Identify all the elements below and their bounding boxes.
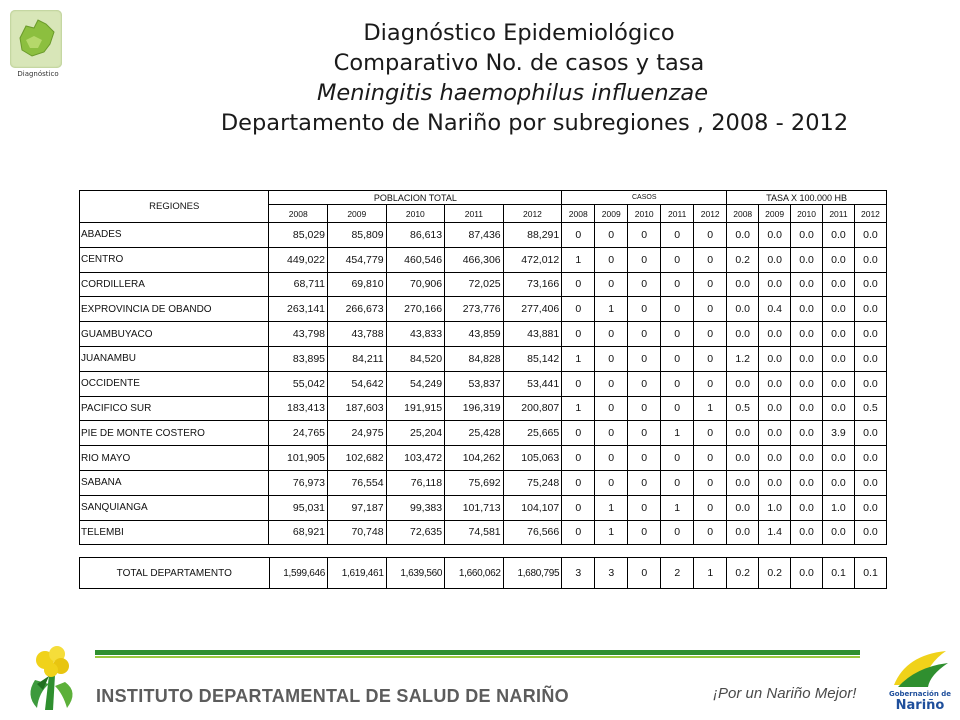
- region-name-cell: TOTAL DEPARTAMENTO: [80, 558, 270, 589]
- cases-cell: 0: [562, 272, 595, 297]
- population-cell: 43,881: [503, 322, 562, 347]
- population-cell: 95,031: [269, 495, 328, 520]
- rate-cell: 0.0: [791, 495, 823, 520]
- cases-cell: 0: [661, 446, 694, 471]
- population-cell: 53,441: [503, 371, 562, 396]
- population-cell: 73,166: [503, 272, 562, 297]
- cases-cell: 0: [661, 272, 694, 297]
- population-cell: 472,012: [503, 247, 562, 272]
- population-cell: 72,635: [386, 520, 445, 545]
- cases-cell: 0: [628, 558, 661, 589]
- organization-name: INSTITUTO DEPARTAMENTAL DE SALUD DE NARIÑO: [96, 686, 569, 706]
- cases-cell: 0: [562, 421, 595, 446]
- cases-cell: 0: [628, 396, 661, 421]
- cases-cell: 3: [562, 558, 595, 589]
- cases-cell: 1: [661, 495, 694, 520]
- rate-cell: 0.0: [791, 421, 823, 446]
- cases-cell: 3: [595, 558, 628, 589]
- rate-cell: 0.0: [823, 223, 855, 248]
- population-cell: 25,428: [445, 421, 504, 446]
- regions-header: REGIONES: [80, 191, 269, 223]
- cases-cell: 0: [562, 520, 595, 545]
- rate-cell: 0.0: [791, 558, 823, 589]
- region-name-cell: RIO MAYO: [80, 446, 269, 471]
- cases-cell: 0: [562, 371, 595, 396]
- rate-cell: 0.0: [823, 346, 855, 371]
- cases-cell: 0: [694, 421, 727, 446]
- table-row: [80, 297, 887, 322]
- cases-cell: 0: [628, 470, 661, 495]
- title-line-4: Departamento de Nariño por subregiones , 2008 - 2012: [220, 110, 849, 136]
- rate-cell: 0.0: [727, 371, 759, 396]
- population-cell: 97,187: [328, 495, 387, 520]
- cases-cell: 1: [595, 495, 628, 520]
- population-cell: 24,765: [269, 421, 328, 446]
- population-cell: 105,063: [503, 446, 562, 471]
- rate-cell: 0.0: [727, 297, 759, 322]
- cases-cell: 1: [661, 421, 694, 446]
- cases-year-header: 2010: [628, 205, 661, 223]
- cases-cell: 0: [562, 322, 595, 347]
- cases-cell: 2: [661, 558, 694, 589]
- region-name-cell: SABANA: [80, 470, 269, 495]
- population-cell: 76,554: [328, 470, 387, 495]
- population-cell: 270,166: [386, 297, 445, 322]
- population-cell: 24,975: [328, 421, 387, 446]
- rate-cell: 1.2: [727, 346, 759, 371]
- population-cell: 88,291: [503, 223, 562, 248]
- rate-year-header: 2008: [727, 205, 759, 223]
- flower-emblem-icon: [15, 640, 90, 715]
- cases-cell: 0: [694, 371, 727, 396]
- table-row: [80, 272, 887, 297]
- cases-cell: 0: [694, 272, 727, 297]
- rate-cell: 0.1: [823, 558, 855, 589]
- cases-cell: 0: [562, 297, 595, 322]
- population-cell: 1,660,062: [445, 558, 504, 589]
- table-body: [80, 223, 887, 545]
- cases-cell: 1: [562, 346, 595, 371]
- population-cell: 76,973: [269, 470, 328, 495]
- rate-cell: 0.5: [727, 396, 759, 421]
- population-cell: 54,249: [386, 371, 445, 396]
- table-row: [80, 396, 887, 421]
- rate-cell: 1.4: [759, 520, 791, 545]
- population-cell: 99,383: [386, 495, 445, 520]
- rate-cell: 0.0: [854, 446, 886, 471]
- region-name-cell: JUANAMBU: [80, 346, 269, 371]
- population-cell: 72,025: [445, 272, 504, 297]
- cases-cell: 0: [628, 520, 661, 545]
- rate-year-header: 2009: [759, 205, 791, 223]
- cases-cell: 0: [694, 322, 727, 347]
- population-cell: 84,828: [445, 346, 504, 371]
- population-cell: 85,142: [503, 346, 562, 371]
- rate-cell: 0.4: [759, 297, 791, 322]
- slogan: ¡Por un Nariño Mejor!: [713, 685, 857, 702]
- rate-cell: 0.5: [854, 396, 886, 421]
- rate-cell: 0.0: [727, 470, 759, 495]
- population-cell: 1,680,795: [503, 558, 562, 589]
- cases-cell: 0: [661, 371, 694, 396]
- footer-divider-light: [95, 656, 860, 658]
- population-cell: 266,673: [328, 297, 387, 322]
- cases-year-header: 2011: [661, 205, 694, 223]
- population-cell: 101,713: [445, 495, 504, 520]
- cases-cell: 0: [595, 421, 628, 446]
- rate-cell: 0.0: [759, 470, 791, 495]
- region-name-cell: SANQUIANGA: [80, 495, 269, 520]
- cases-cell: 0: [694, 470, 727, 495]
- cases-cell: 0: [595, 247, 628, 272]
- population-cell: 85,809: [328, 223, 387, 248]
- population-cell: 85,029: [269, 223, 328, 248]
- population-cell: 277,406: [503, 297, 562, 322]
- population-cell: 43,833: [386, 322, 445, 347]
- title-line-2: Comparativo No. de casos y tasa: [333, 50, 705, 76]
- table-row: [80, 421, 887, 446]
- population-cell: 191,915: [386, 396, 445, 421]
- cases-year-header: 2008: [562, 205, 595, 223]
- cases-cell: 0: [562, 495, 595, 520]
- rate-cell: 0.0: [727, 272, 759, 297]
- table-row: [80, 371, 887, 396]
- rate-cell: 0.0: [854, 247, 886, 272]
- table-row: [80, 247, 887, 272]
- population-cell: 466,306: [445, 247, 504, 272]
- table-row: [80, 495, 887, 520]
- cases-cell: 0: [694, 495, 727, 520]
- cases-cell: 0: [595, 346, 628, 371]
- cases-cell: 0: [595, 272, 628, 297]
- rate-cell: 0.0: [727, 520, 759, 545]
- cases-cell: 0: [628, 322, 661, 347]
- population-year-header: 2010: [386, 205, 445, 223]
- rate-cell: 0.0: [854, 223, 886, 248]
- cases-cell: 1: [562, 396, 595, 421]
- region-name-cell: CORDILLERA: [80, 272, 269, 297]
- rate-cell: 0.0: [759, 346, 791, 371]
- population-cell: 86,613: [386, 223, 445, 248]
- cases-cell: 0: [661, 520, 694, 545]
- population-cell: 1,619,461: [328, 558, 387, 589]
- rate-cell: 0.0: [854, 297, 886, 322]
- population-cell: 84,520: [386, 346, 445, 371]
- rate-cell: 0.0: [727, 421, 759, 446]
- rate-cell: 0.0: [791, 520, 823, 545]
- population-cell: 74,581: [445, 520, 504, 545]
- cases-cell: 0: [661, 297, 694, 322]
- rate-cell: 0.2: [727, 247, 759, 272]
- rate-cell: 0.0: [727, 446, 759, 471]
- cases-cell: 0: [628, 446, 661, 471]
- total-row: [80, 558, 887, 589]
- cases-cell: 0: [628, 371, 661, 396]
- cases-cell: 0: [628, 272, 661, 297]
- cases-cell: 0: [694, 247, 727, 272]
- population-year-header: 2008: [269, 205, 328, 223]
- cases-year-header: 2009: [595, 205, 628, 223]
- cases-cell: 1: [595, 297, 628, 322]
- region-name-cell: ABADES: [80, 223, 269, 248]
- rate-cell: 0.1: [854, 558, 886, 589]
- cases-cell: 0: [628, 421, 661, 446]
- region-name-cell: OCCIDENTE: [80, 371, 269, 396]
- cases-cell: 0: [694, 297, 727, 322]
- cases-cell: 0: [661, 396, 694, 421]
- cases-cell: 0: [694, 446, 727, 471]
- table-row: [80, 470, 887, 495]
- rate-cell: 0.0: [823, 520, 855, 545]
- cases-cell: 0: [628, 495, 661, 520]
- cases-cell: 1: [595, 520, 628, 545]
- rate-cell: 0.2: [727, 558, 759, 589]
- cases-cell: 0: [595, 371, 628, 396]
- population-cell: 68,711: [269, 272, 328, 297]
- rate-cell: 0.0: [823, 272, 855, 297]
- population-cell: 187,603: [328, 396, 387, 421]
- cases-cell: 0: [661, 223, 694, 248]
- rate-cell: 0.0: [854, 371, 886, 396]
- rate-cell: 0.0: [854, 470, 886, 495]
- rate-cell: 0.0: [727, 223, 759, 248]
- page-title: [120, 18, 960, 138]
- table-row: [80, 346, 887, 371]
- population-cell: 70,906: [386, 272, 445, 297]
- rate-cell: 0.0: [854, 520, 886, 545]
- population-cell: 1,639,560: [386, 558, 445, 589]
- cases-cell: 0: [628, 297, 661, 322]
- population-cell: 43,859: [445, 322, 504, 347]
- gobernacion-name: Nariño: [895, 698, 945, 713]
- cases-cell: 0: [562, 223, 595, 248]
- rate-cell: 0.0: [823, 371, 855, 396]
- data-table-container: [79, 190, 887, 589]
- cases-cell: 0: [661, 322, 694, 347]
- cases-header: CASOS: [562, 191, 727, 205]
- population-cell: 53,837: [445, 371, 504, 396]
- cases-cell: 0: [661, 346, 694, 371]
- rate-cell: 0.0: [791, 272, 823, 297]
- rate-cell: 0.0: [823, 322, 855, 347]
- population-cell: 69,810: [328, 272, 387, 297]
- rate-cell: 0.0: [854, 346, 886, 371]
- population-cell: 84,211: [328, 346, 387, 371]
- rate-cell: 0.0: [791, 396, 823, 421]
- population-header: POBLACION TOTAL: [269, 191, 562, 205]
- cases-cell: 0: [595, 322, 628, 347]
- rate-cell: 0.0: [759, 247, 791, 272]
- cases-cell: 0: [628, 346, 661, 371]
- rate-cell: 3.9: [823, 421, 855, 446]
- table-row: [80, 520, 887, 545]
- rate-year-header: 2010: [791, 205, 823, 223]
- rate-cell: 0.0: [854, 421, 886, 446]
- population-cell: 76,566: [503, 520, 562, 545]
- cases-year-header: 2012: [694, 205, 727, 223]
- population-cell: 70,748: [328, 520, 387, 545]
- rate-cell: 0.0: [823, 297, 855, 322]
- rate-cell: 0.0: [759, 421, 791, 446]
- rate-cell: 0.0: [823, 470, 855, 495]
- cases-cell: 0: [694, 520, 727, 545]
- population-cell: 68,921: [269, 520, 328, 545]
- rate-cell: 0.0: [791, 297, 823, 322]
- cases-cell: 0: [628, 247, 661, 272]
- table-row: [80, 446, 887, 471]
- population-cell: 104,262: [445, 446, 504, 471]
- rate-header: TASA X 100.000 HB: [727, 191, 887, 205]
- population-cell: 200,807: [503, 396, 562, 421]
- title-line-1: Diagnóstico Epidemiológico: [363, 20, 675, 46]
- population-cell: 196,319: [445, 396, 504, 421]
- table-row: [80, 322, 887, 347]
- population-cell: 273,776: [445, 297, 504, 322]
- population-year-header: 2011: [445, 205, 504, 223]
- population-cell: 454,779: [328, 247, 387, 272]
- cases-cell: 0: [694, 223, 727, 248]
- title-line-3: Meningitis haemophilus influenzae: [316, 80, 709, 106]
- region-name-cell: GUAMBUYACO: [80, 322, 269, 347]
- population-cell: 102,682: [328, 446, 387, 471]
- population-cell: 76,118: [386, 470, 445, 495]
- population-cell: 75,248: [503, 470, 562, 495]
- population-cell: 25,665: [503, 421, 562, 446]
- population-cell: 263,141: [269, 297, 328, 322]
- table-row: [80, 223, 887, 248]
- rate-cell: 0.0: [759, 446, 791, 471]
- region-name-cell: CENTRO: [80, 247, 269, 272]
- rate-cell: 0.0: [854, 495, 886, 520]
- total-table: [79, 557, 887, 589]
- footer-divider-dark: [95, 650, 860, 655]
- population-cell: 104,107: [503, 495, 562, 520]
- rate-cell: 0.0: [823, 446, 855, 471]
- rate-cell: 0.0: [791, 346, 823, 371]
- population-cell: 43,798: [269, 322, 328, 347]
- region-name-cell: PIE DE MONTE COSTERO: [80, 421, 269, 446]
- rate-cell: 0.0: [759, 322, 791, 347]
- population-cell: 75,692: [445, 470, 504, 495]
- rate-year-header: 2011: [823, 205, 855, 223]
- cases-cell: 0: [628, 223, 661, 248]
- cases-cell: 1: [694, 396, 727, 421]
- population-cell: 1,599,646: [269, 558, 328, 589]
- epidemiology-table: [79, 190, 887, 545]
- cases-cell: 0: [661, 470, 694, 495]
- gobernacion-label: Gobernación de: [888, 690, 951, 698]
- cases-cell: 0: [562, 446, 595, 471]
- rate-cell: 0.0: [791, 446, 823, 471]
- population-cell: 101,905: [269, 446, 328, 471]
- population-cell: 54,642: [328, 371, 387, 396]
- population-cell: 103,472: [386, 446, 445, 471]
- rate-cell: 0.0: [727, 322, 759, 347]
- region-name-cell: PACIFICO SUR: [80, 396, 269, 421]
- population-cell: 83,895: [269, 346, 328, 371]
- population-cell: 55,042: [269, 371, 328, 396]
- rate-cell: 0.0: [854, 272, 886, 297]
- rate-cell: 1.0: [823, 495, 855, 520]
- diagnostic-logo-icon: [10, 10, 62, 68]
- cases-cell: 0: [595, 396, 628, 421]
- population-cell: 25,204: [386, 421, 445, 446]
- population-year-header: 2009: [328, 205, 387, 223]
- rate-cell: 0.0: [791, 223, 823, 248]
- cases-cell: 0: [661, 247, 694, 272]
- population-cell: 87,436: [445, 223, 504, 248]
- population-year-header: 2012: [503, 205, 562, 223]
- population-cell: 460,546: [386, 247, 445, 272]
- rate-cell: 0.0: [823, 247, 855, 272]
- population-cell: 449,022: [269, 247, 328, 272]
- rate-cell: 0.0: [823, 396, 855, 421]
- cases-cell: 0: [595, 446, 628, 471]
- rate-cell: 0.2: [759, 558, 791, 589]
- rate-cell: 0.0: [791, 322, 823, 347]
- cases-cell: 0: [595, 470, 628, 495]
- rate-cell: 0.0: [727, 495, 759, 520]
- cases-cell: 0: [595, 223, 628, 248]
- rate-cell: 0.0: [791, 470, 823, 495]
- rate-cell: 1.0: [759, 495, 791, 520]
- cases-cell: 0: [562, 470, 595, 495]
- rate-cell: 0.0: [791, 247, 823, 272]
- cases-cell: 1: [562, 247, 595, 272]
- rate-cell: 0.0: [759, 223, 791, 248]
- cases-cell: 0: [694, 346, 727, 371]
- cases-cell: 1: [694, 558, 727, 589]
- rate-cell: 0.0: [759, 272, 791, 297]
- rate-cell: 0.0: [791, 371, 823, 396]
- rate-cell: 0.0: [854, 322, 886, 347]
- population-cell: 43,788: [328, 322, 387, 347]
- total-body: [80, 558, 887, 589]
- rate-cell: 0.0: [759, 371, 791, 396]
- rate-cell: 0.0: [759, 396, 791, 421]
- logo-caption: Diagnóstico: [17, 70, 59, 78]
- rate-year-header: 2012: [854, 205, 886, 223]
- region-name-cell: TELEMBI: [80, 520, 269, 545]
- population-cell: 183,413: [269, 396, 328, 421]
- region-name-cell: EXPROVINCIA DE OBANDO: [80, 297, 269, 322]
